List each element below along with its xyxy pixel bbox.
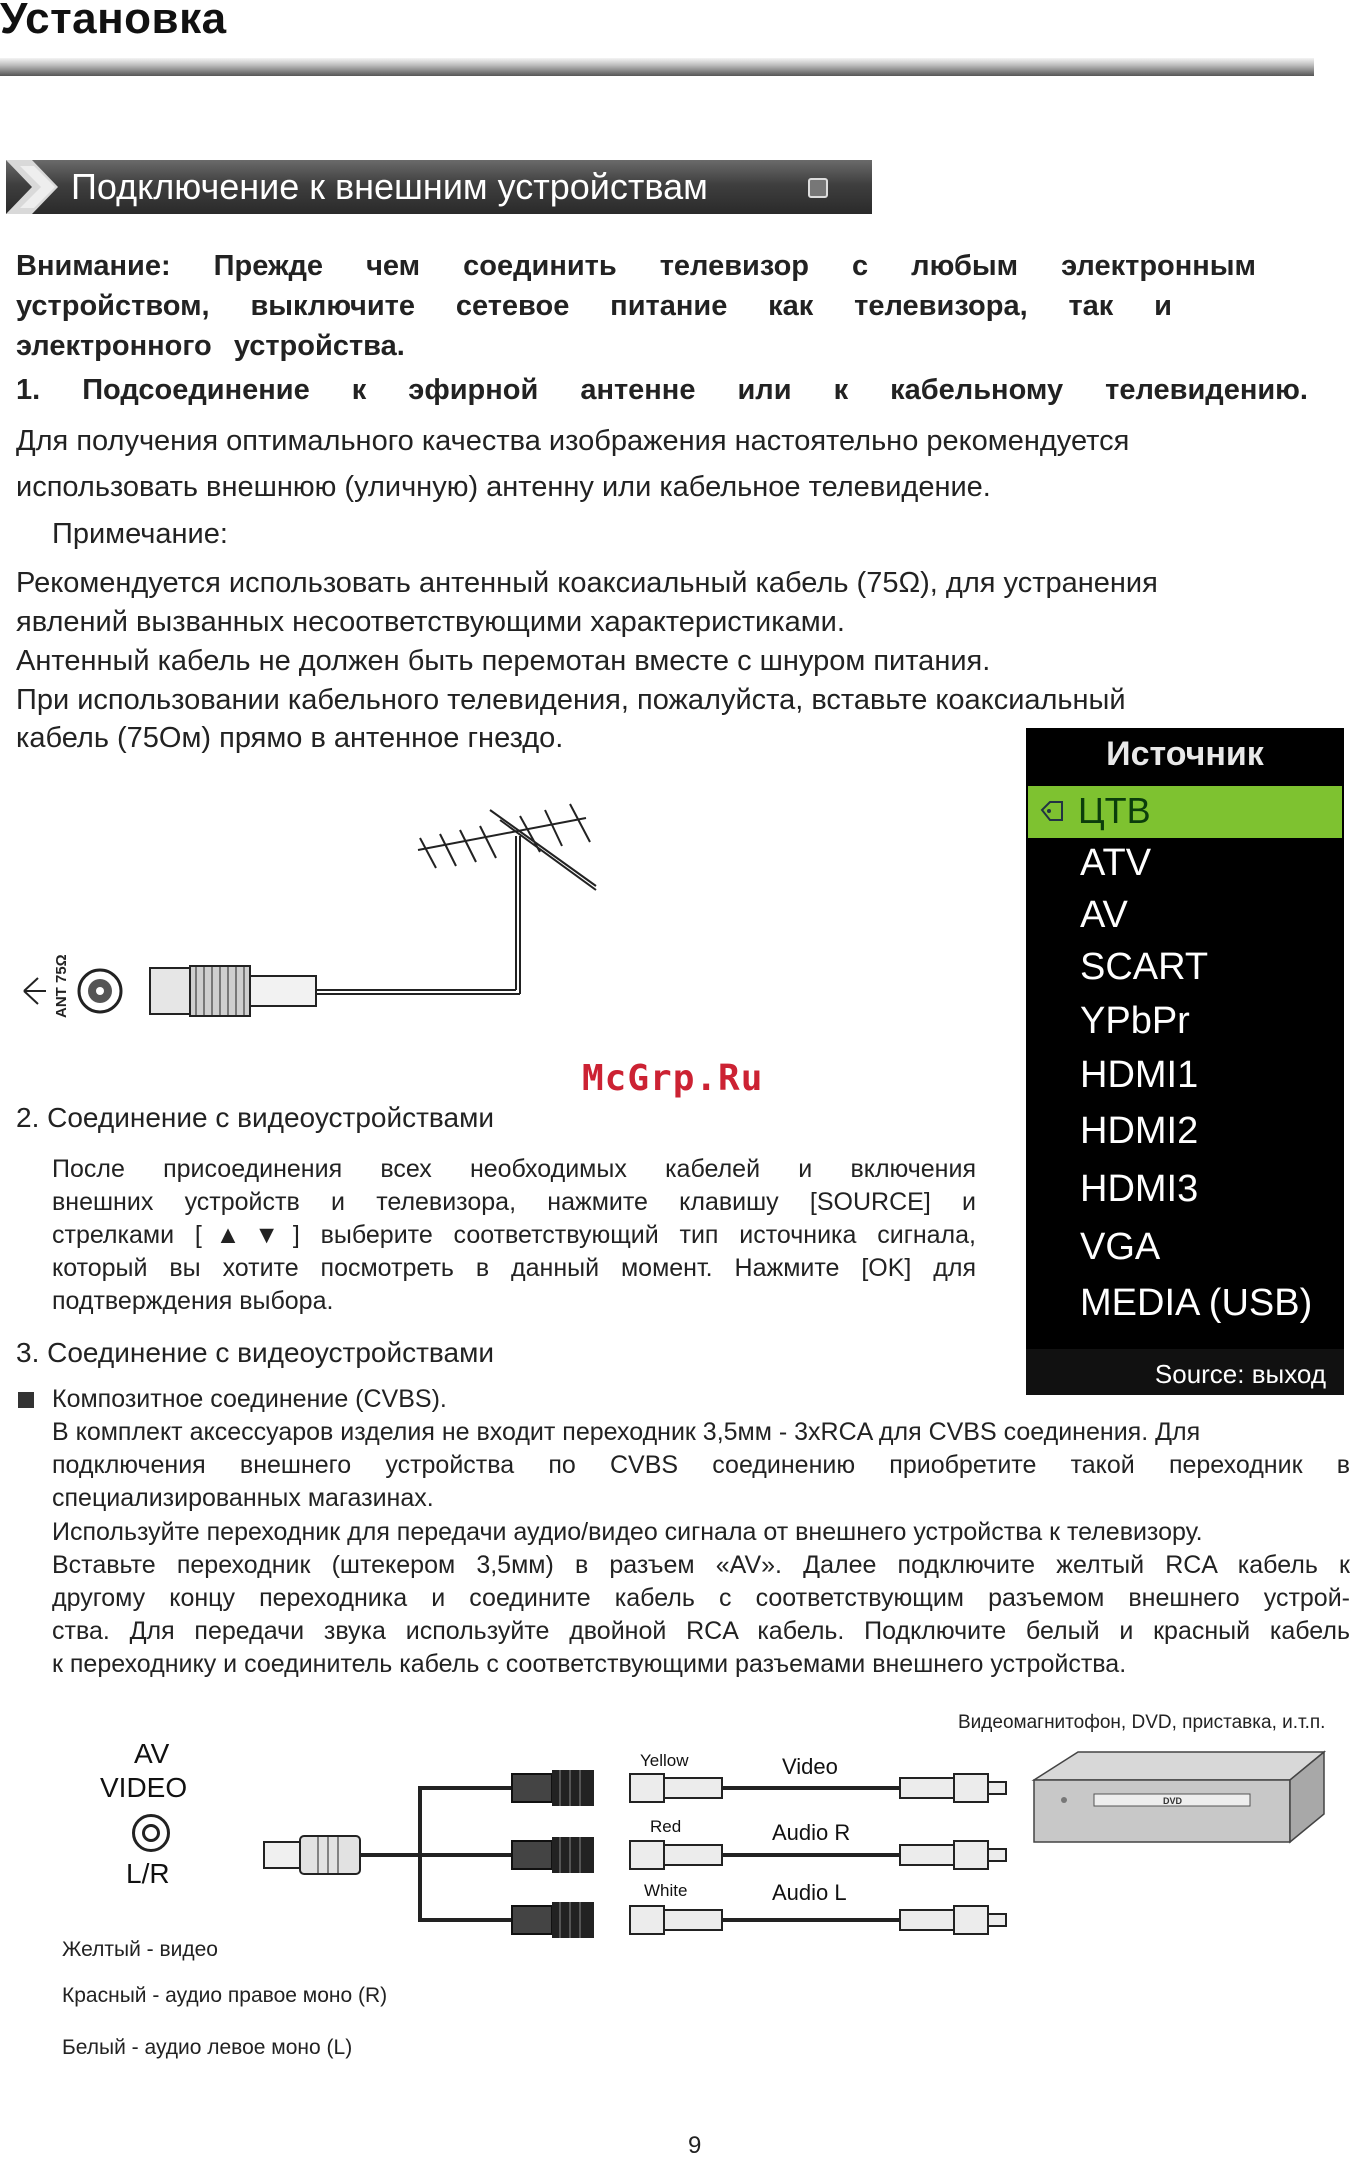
warning-line-3: электронного устройства. [16, 330, 405, 362]
warning-line-1: Внимание: Прежде чем соединить телевизор с любым электронным [16, 250, 1256, 282]
video-section-line-3: стрелками [▲▼] выберите соответствующий тип источника сигнала, [52, 1221, 976, 1249]
source-menu-item-vga[interactable]: VGA [1080, 1226, 1161, 1268]
video-section-heading: 2. Соединение с видеоустройствами [16, 1102, 494, 1133]
legend-yellow: Желтый - видео [62, 1938, 218, 1961]
antenna-symbol-icon [24, 978, 46, 1004]
note-line-2: явлений вызванных несоответствующими характеристиками. [16, 606, 845, 638]
title-divider [0, 58, 1314, 76]
av-label: AV [134, 1738, 170, 1769]
antenna-paragraph-1: Для получения оптимального качества изображения настоятельно рекомендуется [16, 425, 1130, 457]
source-menu-item-scart[interactable]: SCART [1080, 946, 1209, 988]
chevron-right-icon [6, 160, 66, 214]
source-menu [1026, 728, 1344, 1395]
antenna-heading: 1. Подсоединение к эфирной антенне или к кабельному телевидению. [16, 374, 1308, 406]
video-section-line-1: После присоединения всех необходимых кабелей и включения [52, 1155, 976, 1183]
source-menu-item-hdmi2[interactable]: HDMI2 [1080, 1110, 1199, 1152]
video-label: VIDEO [100, 1772, 188, 1803]
video-section-line-4: который вы хотите посмотреть в данный момент. Нажмите [OK] для [52, 1254, 976, 1282]
source-menu-item-ypbpr[interactable]: YPbPr [1080, 1000, 1190, 1042]
legend-white: Белый - аудио левое моно (L) [62, 2036, 353, 2059]
page-title: Установка [0, 0, 227, 43]
device-caption: Видеомагнитофон, DVD, приставка, и.т.п. [958, 1712, 1326, 1733]
splitter-cables [360, 1788, 512, 1920]
dvd-logo: DVD [1163, 1796, 1183, 1806]
note-line-1: Рекомендуется использовать антенный коаксиальный кабель (75Ω), для устранения [16, 567, 1158, 599]
composite-bullet: Композитное соединение (CVBS). [52, 1385, 447, 1413]
legend-red: Красный - аудио правое моно (R) [62, 1984, 388, 2007]
source-menu-item-av[interactable]: AV [1080, 894, 1128, 936]
coax-plug-icon [150, 966, 316, 1016]
yellow-plug-label: Yellow [640, 1751, 689, 1770]
video-section-line-2: внешних устройств и телевизора, нажмите клавишу [SOURCE] и [52, 1188, 976, 1216]
composite-line-4: Используйте переходник для передачи аудио/видео сигнала от внешнего устройства к телевизору. [52, 1518, 1203, 1546]
ant-jack-icon [79, 970, 121, 1012]
source-menu-footer: Source: выход [1026, 1349, 1344, 1395]
antenna-icon [314, 804, 596, 994]
antenna-connection-diagram [0, 790, 620, 1030]
composite-line-7: ства. Для передачи звука используйте двойной RCA кабель. Подключите белый и красный кабель [52, 1617, 1350, 1645]
rca-connection-diagram [0, 1740, 1355, 1940]
note-line-4: При использовании кабельного телевидения, пожалуйста, вставьте коаксиальный [16, 684, 1126, 716]
antenna-paragraph-2: использовать внешнюю (уличную) антенну или кабельное телевидение. [16, 471, 991, 503]
rca-plug-left-red [512, 1837, 594, 1873]
red-plug-label: Red [650, 1817, 682, 1836]
rca-plug-left-white [512, 1902, 594, 1938]
composite-line-3: специализированных магазинах. [52, 1484, 434, 1512]
source-menu-item-hdmi3[interactable]: HDMI3 [1080, 1168, 1199, 1210]
rca-plug-right-group [900, 1774, 1006, 1934]
audio-l-line-label: Audio L [772, 1880, 847, 1905]
composite-line-8: к переходнику и соединитель кабель с соответствующими разъемами внешнего устройства. [52, 1650, 1127, 1678]
jack-plug-icon [264, 1836, 360, 1874]
watermark: McGrp.Ru [582, 1058, 764, 1099]
warning-line-2: устройством, выключите сетевое питание как телевизора, так и [16, 290, 1172, 322]
dvd-player-icon [1034, 1752, 1324, 1842]
composite-heading: 3. Соединение с видеоустройствами [16, 1337, 494, 1368]
composite-line-6: другому концу переходника и соедините кабель с соответствующим разъемом внешнего устрой- [52, 1584, 1350, 1612]
white-plug-label: White [644, 1881, 688, 1900]
composite-line-2: подключения внешнего устройства по CVBS соединению приобретите такой переходник в [52, 1451, 1350, 1479]
bullet-square-icon [18, 1392, 34, 1408]
note-label: Примечание: [52, 518, 228, 550]
source-menu-selected-label: ЦТВ [1078, 790, 1151, 831]
page-number: 9 [688, 2132, 702, 2159]
source-menu-title: Источник [1106, 735, 1264, 773]
source-menu-item-hdmi1[interactable]: HDMI1 [1080, 1054, 1199, 1096]
rca-plug-mid-group [630, 1774, 722, 1934]
video-line-label: Video [782, 1754, 838, 1779]
composite-line-1: В комплект аксессуаров изделия не входит переходник 3,5мм - 3xRCA для CVBS соединения. Для [52, 1418, 1201, 1446]
video-section-line-5: подтверждения выбора. [52, 1287, 334, 1315]
note-line-5: кабель (75Ом) прямо в антенное гнездо. [16, 722, 564, 754]
source-menu-item-dtv[interactable] [1028, 786, 1342, 838]
ant-label: ANT 75Ω [53, 954, 70, 1018]
rca-plug-left-yellow [512, 1770, 594, 1806]
section-banner: Подключение к внешним устройствам [6, 160, 872, 214]
square-icon [808, 178, 828, 198]
composite-line-5: Вставьте переходник (штекером 3,5мм) в разъем «AV». Далее подключите желтый RCA кабель к [52, 1551, 1350, 1579]
pointer-icon [1040, 800, 1064, 822]
note-line-3: Антенный кабель не должен быть перемотан вместе с шнуром питания. [16, 645, 991, 677]
source-menu-item-atv[interactable]: ATV [1080, 842, 1152, 884]
lr-label: L/R [126, 1858, 170, 1889]
audio-r-line-label: Audio R [772, 1820, 851, 1845]
source-menu-item-media-usb[interactable]: MEDIA (USB) [1080, 1282, 1313, 1324]
